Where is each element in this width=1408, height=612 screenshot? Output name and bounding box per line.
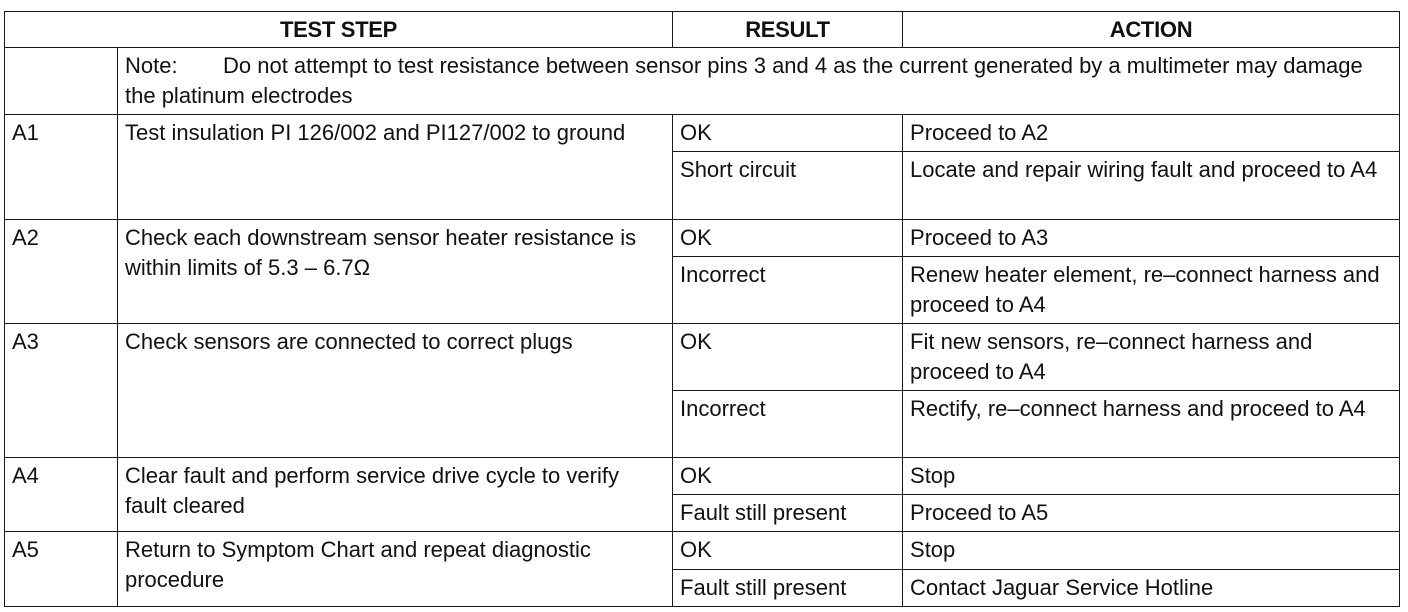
step-action: Locate and repair wiring fault and proceed to A4: [903, 152, 1400, 220]
step-id: A1: [5, 115, 118, 220]
step-test: Test insulation PI 126/002 and PI127/002 to ground: [118, 115, 673, 220]
step-result: Incorrect: [673, 391, 903, 458]
table-row: [5, 458, 1400, 495]
step-result: Fault still present: [673, 495, 903, 532]
step-id: A4: [5, 458, 118, 532]
step-result: OK: [673, 220, 903, 257]
step-id: A3: [5, 324, 118, 458]
step-result: OK: [673, 324, 903, 391]
step-id: A5: [5, 532, 118, 607]
step-action: Fit new sensors, re–connect harness and proceed to A4: [903, 324, 1400, 391]
header-action: ACTION: [903, 12, 1400, 48]
step-result: Incorrect: [673, 257, 903, 324]
step-test: Check each downstream sensor heater resistance is within limits of 5.3 – 6.7Ω: [118, 220, 673, 324]
step-test: Check sensors are connected to correct plugs: [118, 324, 673, 458]
note-id-cell: [5, 48, 118, 115]
step-result: Fault still present: [673, 570, 903, 607]
step-action: Contact Jaguar Service Hotline: [903, 570, 1400, 607]
step-action: Proceed to A3: [903, 220, 1400, 257]
note-row: [5, 48, 1400, 115]
step-result: OK: [673, 115, 903, 152]
step-id: A2: [5, 220, 118, 324]
note-text: Do not attempt to test resistance between sensor pins 3 and 4 as the current generated by a multimeter may damage the platinum electrodes: [125, 53, 1363, 108]
diagnostic-table: [4, 11, 1400, 607]
step-action: Proceed to A5: [903, 495, 1400, 532]
note-cell: [118, 48, 1400, 115]
note-label: Note:: [125, 53, 178, 78]
header-test-step: TEST STEP: [5, 12, 673, 48]
step-result: Short circuit: [673, 152, 903, 220]
step-action: Renew heater element, re–connect harness and proceed to A4: [903, 257, 1400, 324]
table-row: [5, 220, 1400, 257]
step-result: OK: [673, 532, 903, 570]
step-action: Rectify, re–connect harness and proceed to A4: [903, 391, 1400, 458]
step-action: Stop: [903, 458, 1400, 495]
table-row: [5, 115, 1400, 152]
step-result: OK: [673, 458, 903, 495]
header-result: RESULT: [673, 12, 903, 48]
table-row: [5, 324, 1400, 391]
step-test: Return to Symptom Chart and repeat diagnostic procedure: [118, 532, 673, 607]
step-action: Stop: [903, 532, 1400, 570]
table-row: [5, 532, 1400, 570]
step-action: Proceed to A2: [903, 115, 1400, 152]
header-row: [5, 12, 1400, 48]
step-test: Clear fault and perform service drive cycle to verify fault cleared: [118, 458, 673, 532]
